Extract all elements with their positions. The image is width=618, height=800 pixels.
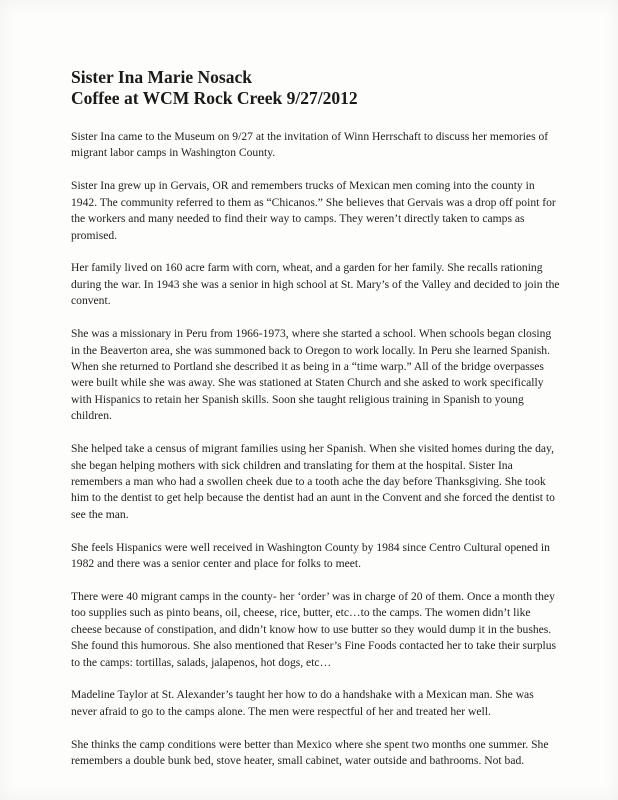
document-body: [71, 129, 561, 786]
paragraph: Sister Ina grew up in Gervais, OR and remembers trucks of Mexican men coming into the county in 1942. The community referred to them as “Chicanos.” She believes that Gervais was a drop off point for the workers and many needed to find their way to camps. They weren’t directly taken to camps as promised.: [71, 179, 556, 242]
paragraph: She helped take a census of migrant families using her Spanish. When she visited homes during the day, she began helping mothers with sick children and translating for them at the hospital. Sister Ina remembers a man who had a swollen cheek due to a tooth ache the day before Thanksgiving. She took him to the dentist to get help because the dentist had an aunt in the Convent and she forced the dentist to see the man.: [71, 442, 555, 521]
document-subtitle: Coffee at WCM Rock Creek 9/27/2012: [71, 88, 358, 108]
paragraph: She thinks the camp conditions were better than Mexico where she spent two months one summer. She remembers a double bunk bed, stove heater, small cabinet, water outside and bathrooms. Not bad.: [71, 737, 549, 768]
paragraph: There were 40 migrant camps in the county- her ‘order’ was in charge of 20 of them. Once a month they too supplies such as pinto beans, oil, cheese, rice, butter, etc…to the camps. The women didn’t like cheese because of constipation, and didn’t know how to use butter so they would dump it in the bushes. She found this humorous. She also mentioned that Reser’s Fine Foods contacted her to take their surplus to the camps: tortillas, salads, jalapenos, hot dogs, etc…: [71, 589, 557, 669]
paragraph: Madeline Taylor at St. Alexander’s taught her how to do a handshake with a Mexican man. She was never afraid to go to the camps alone. The men were respectful of her and treated her well.: [71, 688, 534, 718]
paragraph: Her family lived on 160 acre farm with corn, wheat, and a garden for her family. She recalls rationing during the war. In 1943 she was a senior in high school at St. Mary’s of the Valley and decided to join the convent.: [71, 261, 560, 308]
document-title: Sister Ina Marie Nosack: [71, 67, 252, 87]
paragraph: She was a missionary in Peru from 1966-1973, where she started a school. When schools began closing in the Beaverton area, she was summoned back to Oregon to work locally. In Peru she learned Spanish. When she returned to Portland she described it as being in a “time warp.” All of the bridge overpasses were built while she was away. She was stationed at Staten Church and she asked to work specifically with Hispanics to retain her Spanish skills. Soon she taught religious training in Spanish to young children.: [71, 327, 552, 423]
paragraph: She feels Hispanics were well received in Washington County by 1984 since Centro Cultural opened in 1982 and there was a senior center and place for folks to meet.: [71, 540, 550, 571]
paragraph: Sister Ina came to the Museum on 9/27 at the invitation of Winn Herrschaft to discuss her memories of migrant labor camps in Washington County.: [71, 130, 549, 160]
document-header: [71, 67, 571, 109]
